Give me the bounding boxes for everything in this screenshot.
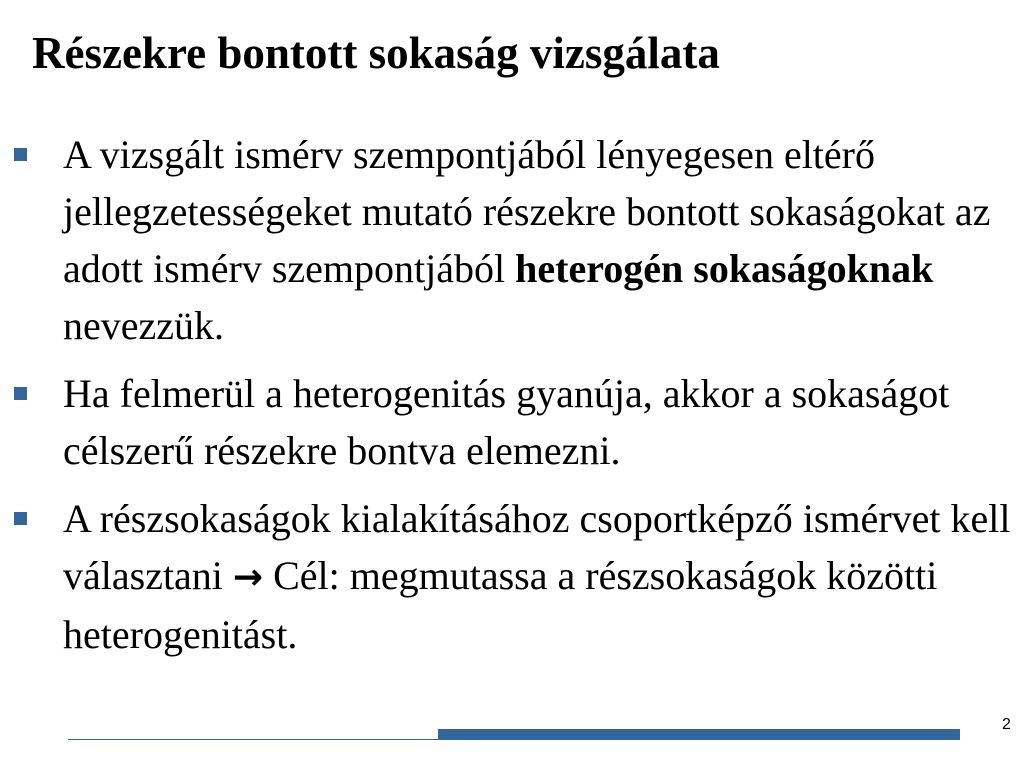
text-segment: Cél: megmutassa a részsokaságok közötti heterogenitást. [63,553,938,657]
slide-title: Részekre bontott sokaság vizsgálata [32,28,720,78]
footer-divider-line [68,739,438,740]
text-segment: nevezzük. [63,303,225,348]
bullet-item [63,126,1018,354]
square-bullet-icon [14,148,27,161]
bullet-text [63,126,1018,354]
bullet-item [63,490,1018,663]
bullet-item [63,365,1018,479]
bullet-text [63,490,1018,663]
bullet-list [63,126,1018,674]
page-number: 2 [1002,716,1011,733]
text-segment: A vizsgált ismérv szempontjából lényegesen eltérő jellegzetességeket mutató részekre bontott sokaságokat az adott ismérv szempontjából [63,132,991,291]
text-segment: A részsokaságok kialakításához csoportképző ismérvet kell választani [63,496,1011,598]
footer-accent-bar [438,729,960,740]
bullet-text [63,365,1018,479]
text-segment: Ha felmerül a heterogenitás gyanúja, akkor a sokaságot célszerű részekre bontva elemezni. [63,371,950,473]
right-arrow-icon: → [232,557,264,598]
bold-term: heterogén sokaságoknak [515,246,934,291]
square-bullet-icon [14,512,27,525]
square-bullet-icon [14,387,27,400]
